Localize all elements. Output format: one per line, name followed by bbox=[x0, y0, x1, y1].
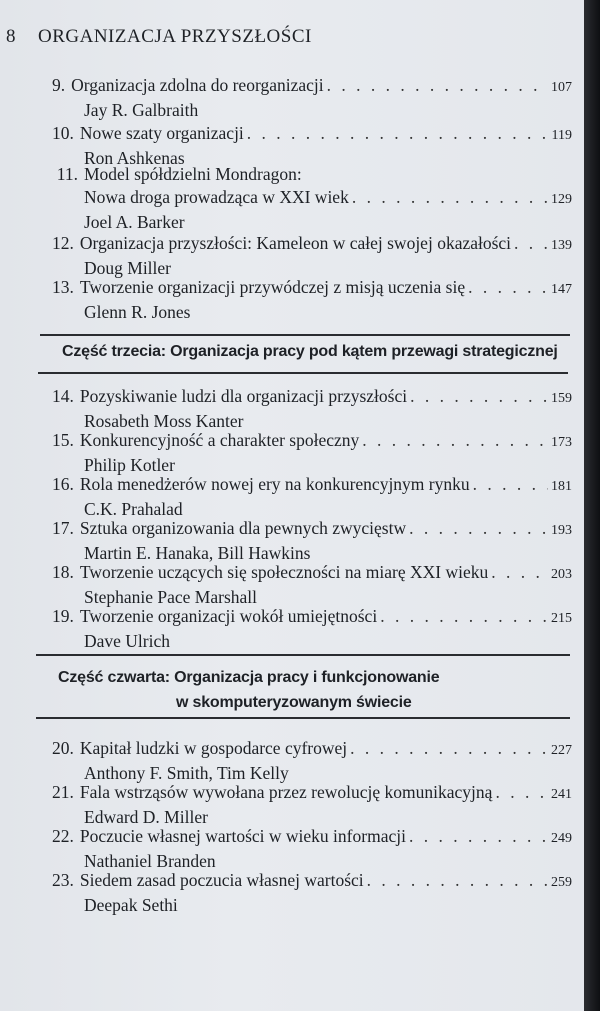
entry-author: Stephanie Pace Marshall bbox=[84, 587, 258, 607]
entry-author: Joel A. Barker bbox=[84, 212, 185, 232]
part-rule-top bbox=[40, 334, 570, 336]
header-title: ORGANIZACJA PRZYSZŁOŚCI bbox=[38, 26, 312, 47]
entry-author: Dave Ulrich bbox=[84, 631, 171, 651]
leader-dots bbox=[362, 429, 548, 452]
part-rule-bottom bbox=[38, 372, 568, 374]
entry-page: 215 bbox=[551, 611, 572, 626]
toc-entry bbox=[52, 517, 572, 565]
entry-page: 173 bbox=[551, 435, 572, 450]
entry-number: 23. bbox=[52, 870, 74, 890]
entry-author: Martin E. Hanaka, Bill Hawkins bbox=[84, 543, 311, 563]
toc-entry bbox=[52, 276, 572, 324]
leader-dots bbox=[409, 825, 548, 848]
entry-page: 227 bbox=[551, 743, 572, 758]
entry-page: 129 bbox=[551, 192, 572, 207]
entry-author: Philip Kotler bbox=[84, 455, 175, 475]
leader-dots bbox=[380, 605, 548, 628]
leader-dots bbox=[514, 232, 548, 255]
entry-title: Siedem zasad poczucia własnej wartości bbox=[79, 870, 364, 890]
toc-entry bbox=[52, 869, 572, 917]
toc-entry bbox=[52, 605, 572, 653]
entry-page: 147 bbox=[551, 282, 572, 297]
entry-number: 10. bbox=[52, 123, 74, 143]
leader-dots bbox=[367, 869, 548, 892]
entry-number: 20. bbox=[52, 738, 74, 758]
entry-page: 203 bbox=[551, 567, 572, 582]
entry-page: 119 bbox=[551, 128, 572, 143]
leader-dots bbox=[410, 385, 548, 408]
entry-author: Nathaniel Branden bbox=[84, 851, 216, 871]
toc-entry bbox=[52, 385, 572, 433]
toc-entry bbox=[52, 781, 572, 829]
toc-entry bbox=[52, 163, 572, 234]
part-rule-top bbox=[36, 654, 570, 656]
book-spine bbox=[584, 0, 600, 1011]
entry-title: Tworzenie uczących się społeczności na miarę XXI wieku bbox=[79, 562, 489, 582]
entry-title-continued: Nowa droga prowadząca w XXI wiek bbox=[84, 187, 349, 207]
entry-number: 15. bbox=[52, 430, 74, 450]
leader-dots bbox=[491, 561, 548, 584]
entry-author: Anthony F. Smith, Tim Kelly bbox=[84, 763, 289, 783]
entry-author: Doug Miller bbox=[84, 258, 172, 278]
running-header bbox=[6, 26, 312, 48]
entry-number: 22. bbox=[52, 826, 74, 846]
entry-title: Fala wstrząsów wywołana przez rewolucję komunikacyjną bbox=[79, 782, 493, 802]
toc-entry bbox=[52, 473, 572, 521]
entry-number: 19. bbox=[52, 606, 74, 626]
entry-title: Konkurencyjność a charakter społeczny bbox=[79, 430, 360, 450]
leader-dots bbox=[409, 517, 548, 540]
entry-number: 13. bbox=[52, 277, 74, 297]
entry-title: Kapitał ludzki w gospodarce cyfrowej bbox=[79, 738, 348, 758]
entry-title: Pozyskiwanie ludzi dla organizacji przyszłości bbox=[79, 386, 408, 406]
entry-author: Glenn R. Jones bbox=[84, 302, 191, 322]
entry-author: Rosabeth Moss Kanter bbox=[84, 411, 244, 431]
entry-author: Edward D. Miller bbox=[84, 807, 208, 827]
toc-entry bbox=[52, 561, 572, 609]
entry-page: 107 bbox=[551, 80, 572, 95]
entry-author: Jay R. Galbraith bbox=[84, 100, 199, 120]
leader-dots bbox=[468, 276, 548, 299]
toc-entry bbox=[52, 737, 572, 785]
entry-page: 259 bbox=[551, 875, 572, 890]
entry-page: 241 bbox=[551, 787, 572, 802]
toc-entry bbox=[52, 74, 572, 122]
part-heading: Część trzecia: Organizacja pracy pod kątem przewagi strategicznej bbox=[62, 343, 558, 360]
entry-number: 14. bbox=[52, 386, 74, 406]
entry-author: C.K. Prahalad bbox=[84, 499, 183, 519]
entry-page: 139 bbox=[551, 238, 572, 253]
part-heading-line1: Część czwarta: Organizacja pracy i funkcjonowanie bbox=[58, 669, 440, 686]
header-page-number: 8 bbox=[6, 26, 16, 47]
toc-entry bbox=[52, 825, 572, 873]
entry-number: 17. bbox=[52, 518, 74, 538]
entry-number: 21. bbox=[52, 782, 74, 802]
entry-author: Deepak Sethi bbox=[84, 895, 178, 915]
entry-title: Rola menedżerów nowej ery na konkurencyjnym rynku bbox=[79, 474, 470, 494]
leader-dots bbox=[350, 737, 548, 760]
part-heading-line2: w skomputeryzowanym świecie bbox=[176, 694, 412, 711]
part-rule-bottom bbox=[36, 717, 570, 719]
entry-number: 9. bbox=[52, 75, 66, 95]
leader-dots bbox=[327, 74, 548, 97]
entry-title: Nowe szaty organizacji bbox=[79, 123, 244, 143]
leader-dots bbox=[473, 473, 548, 496]
toc-entry bbox=[52, 429, 572, 477]
entry-number: 11. bbox=[56, 164, 78, 184]
leader-dots bbox=[495, 781, 548, 804]
entry-number: 12. bbox=[52, 233, 74, 253]
leader-dots bbox=[352, 186, 548, 209]
entry-number: 16. bbox=[52, 474, 74, 494]
entry-title: Tworzenie organizacji wokół umiejętności bbox=[79, 606, 378, 626]
toc-entry bbox=[52, 232, 572, 280]
entry-number: 18. bbox=[52, 562, 74, 582]
entry-title: Poczucie własnej wartości w wieku informacji bbox=[79, 826, 406, 846]
entry-page: 181 bbox=[551, 479, 572, 494]
entry-page: 193 bbox=[551, 523, 572, 538]
entry-title: Sztuka organizowania dla pewnych zwycięstw bbox=[79, 518, 407, 538]
entry-title: Organizacja przyszłości: Kameleon w całej swojej okazałości bbox=[79, 233, 512, 253]
entry-title: Model spółdzielni Mondragon: bbox=[84, 164, 302, 184]
entry-author: Ron Ashkenas bbox=[84, 148, 185, 168]
entry-title: Organizacja zdolna do reorganizacji bbox=[71, 75, 324, 95]
entry-page: 249 bbox=[551, 831, 572, 846]
entry-page: 159 bbox=[551, 391, 572, 406]
entry-title: Tworzenie organizacji przywódczej z misją uczenia się bbox=[79, 277, 466, 297]
leader-dots bbox=[247, 122, 549, 145]
